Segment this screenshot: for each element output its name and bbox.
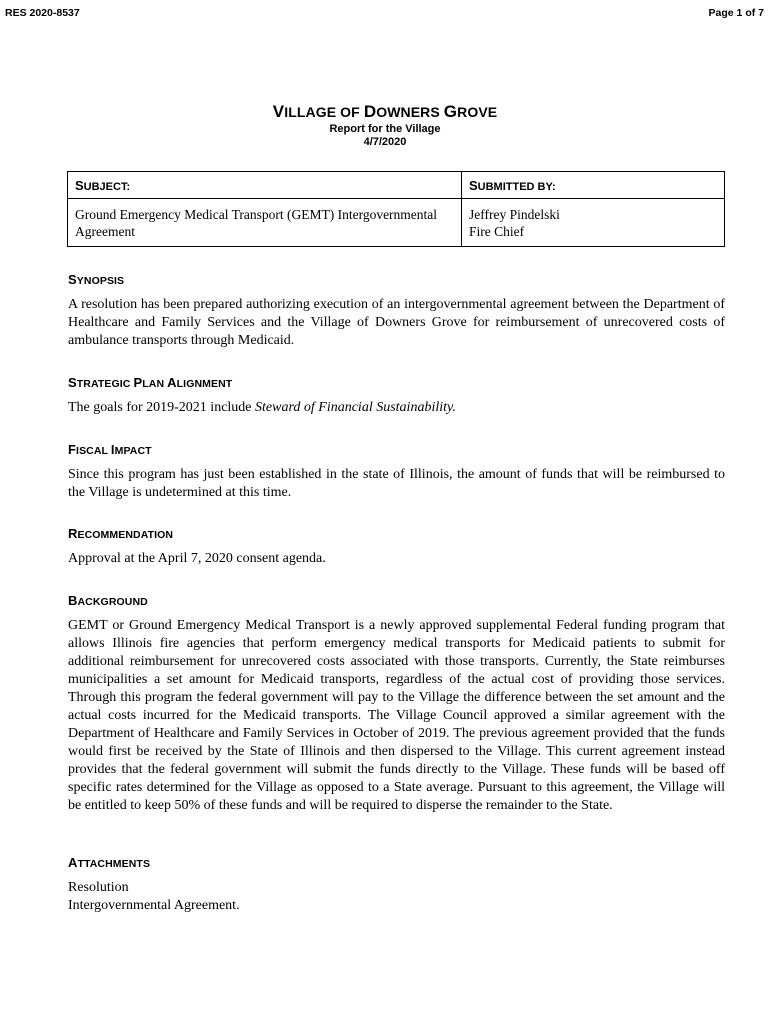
subject-header: SUBJECT: [68,172,462,199]
attachments-heading: ATTACHMENTS [68,855,151,870]
fiscal-impact-heading: FISCAL IMPACT [68,442,152,457]
report-date: 4/7/2020 [363,136,407,148]
background-heading: BACKGROUND [68,593,148,608]
attachments-section [68,855,725,915]
recommendation-text: Approval at the April 7, 2020 consent agenda. [68,551,326,566]
synopsis-section [68,272,725,350]
strategic-plan-section [68,375,725,417]
title-block [0,102,770,148]
page-number: Page 1 of 7 [708,7,764,19]
recommendation-section [68,526,725,568]
document-id: RES 2020-8537 [5,7,80,19]
submitted-by-header: SUBMITTED BY: [462,172,725,199]
subject-value: Ground Emergency Medical Transport (GEMT) Intergovernmental Agreement [68,199,462,247]
attachments-list [68,879,725,915]
attachment-item: Resolution [68,880,129,895]
submitted-by-value: Jeffrey Pindelski Fire Chief [462,199,725,247]
background-section [68,593,725,815]
strategic-goal: Steward of Financial Sustainability. [255,400,456,415]
background-text: GEMT or Ground Emergency Medical Transport is a newly approved supplemental Federal funding program that allows Illinois fire agencies that perform emergency medical transports for Medicaid patients to submit for additional reimbursement for unrecovered costs associated with those transports. Currently, the State reimburses municipalities a set amount for Medicaid transports, regardless of the actual cost of providing those services. Through this program the federal government will pay to the Village the difference between the set amount and the actual costs incurred for the Medicaid transports. The Village Council approved a similar agreement with the Department of Healthcare and Family Services in October of 2019. The previous agreement provided that the funds would first be received by the State of Illinois and then dispersed to the Village. This current agreement instead provides that the federal government will submit the funds directly to the Village. These funds will be based off specific rates determined for the Village as opposed to a State average. Pursuant to this agreement, the Village will be entitled to keep 50% of these funds and will be required to disperse the remainder to the State. [68,618,725,813]
report-subtitle: Report for the Village [329,123,441,135]
attachment-item: Intergovernmental Agreement. [68,898,240,913]
fiscal-impact-section [68,442,725,502]
strategic-plan-text: The goals for 2019-2021 include Steward of Financial Sustainability. [68,400,456,415]
synopsis-heading: SYNOPSIS [68,272,125,287]
fiscal-impact-text: Since this program has just been established in the state of Illinois, the amount of funds that will be reimbursed to the Village is undetermined at this time. [68,467,725,500]
strategic-plan-heading: STRATEGIC PLAN ALIGNMENT [68,375,233,390]
recommendation-heading: RECOMMENDATION [68,526,174,541]
synopsis-text: A resolution has been prepared authorizing execution of an intergovernmental agreement between the Department of Healthcare and Family Services and the Village of Downers Grove for reimbursement of unrecovered costs of ambulance transports through Medicaid. [68,297,725,348]
subject-table [67,171,725,247]
page-title: VILLAGE OF DOWNERS GROVE [272,102,498,121]
